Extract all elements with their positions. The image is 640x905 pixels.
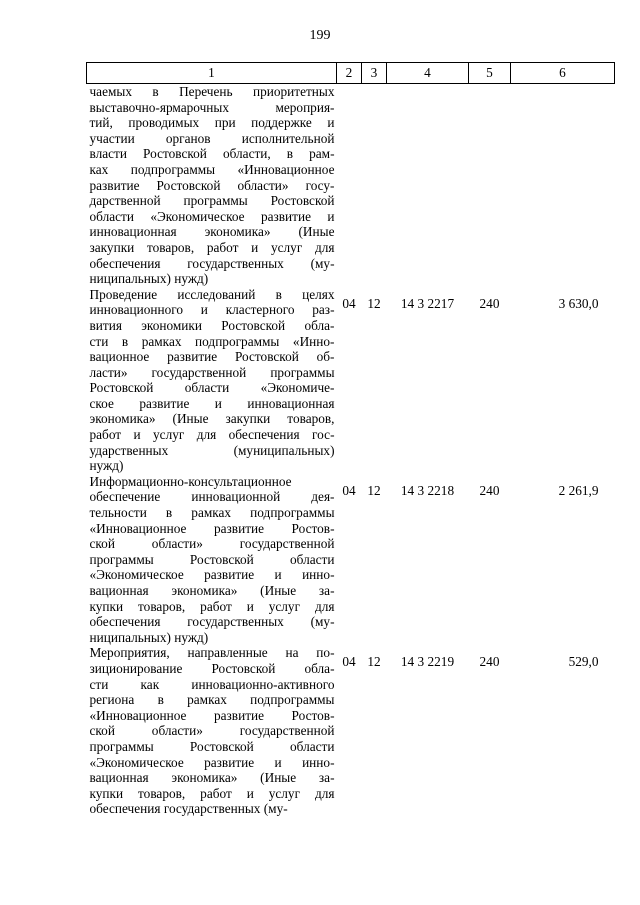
description-line: программы Ростовской области xyxy=(89,738,335,754)
description-line: купки товаров, работ и услуг для xyxy=(89,598,335,614)
description-line: ласти» государственной программы xyxy=(89,364,335,380)
row-description xyxy=(87,287,337,474)
header-cell-4: 4 xyxy=(387,63,469,84)
description-line: Ростовской области «Экономиче- xyxy=(89,380,335,396)
row-amount: 3 630,0 xyxy=(558,295,599,311)
header-cell-1: 1 xyxy=(87,63,337,84)
header-cell-3: 3 xyxy=(362,63,387,84)
description-line: Проведение исследований в целях xyxy=(89,286,335,302)
description-line: инновационная экономика» (Иные xyxy=(89,224,335,240)
table-row xyxy=(87,474,615,646)
description-line: ниципальных) нужд) xyxy=(89,629,209,645)
description-line: «Экономическое развитие и инно- xyxy=(89,754,335,770)
description-line: чаемых в Перечень приоритетных xyxy=(89,84,335,99)
table-row xyxy=(87,287,615,474)
description-line: «Инновационное развитие Ростов- xyxy=(89,707,335,723)
description-line: тельности в рамках подпрограммы xyxy=(89,505,335,521)
description-line: участии органов исполнительной xyxy=(89,130,335,146)
description-line: «Экономическое развитие и инно- xyxy=(89,567,335,583)
table-row xyxy=(87,645,615,817)
description-line: ской области» государственной xyxy=(89,536,335,552)
description-line: работ и услуг для обеспечения гос- xyxy=(89,427,335,443)
row-subsection-code: 12 xyxy=(367,482,381,498)
description-line: сти как инновационно-активного xyxy=(89,676,335,692)
description-line: ниципальных) нужд) xyxy=(89,271,209,287)
row-description xyxy=(87,645,337,817)
description-line: экономика» (Иные закупки товаров, xyxy=(89,411,335,427)
header-cell-2: 2 xyxy=(337,63,362,84)
row-target-article xyxy=(387,84,469,287)
row-target-article: 14 3 2219 xyxy=(400,654,455,670)
description-line: области «Экономическое развитие и xyxy=(89,208,335,224)
description-line: инновационного и кластерного раз- xyxy=(89,302,335,318)
row-subsection-code: 12 xyxy=(367,654,381,670)
row-subsection-code: 12 xyxy=(367,295,381,311)
row-description xyxy=(87,474,337,646)
row-section-code: 04 xyxy=(342,295,356,311)
row-amount: 529,0 xyxy=(568,654,599,670)
header-cell-5: 5 xyxy=(469,63,511,84)
description-line: дарственной программы Ростовской xyxy=(89,193,335,209)
description-line: выставочно-ярмарочных мероприя- xyxy=(89,99,335,115)
row-section-code xyxy=(337,84,362,287)
description-line: региона в рамках подпрограммы xyxy=(89,692,335,708)
row-target-article: 14 3 2218 xyxy=(400,482,455,498)
row-section-code: 04 xyxy=(342,482,356,498)
page-number: 199 xyxy=(309,28,331,43)
description-line: ках подпрограммы «Инновационное xyxy=(89,161,335,177)
row-target-article: 14 3 2217 xyxy=(400,295,455,311)
description-line: Информационно-консультационное xyxy=(89,473,292,489)
row-expense-type: 240 xyxy=(479,482,500,498)
description-line: вития экономики Ростовской обла- xyxy=(89,317,335,333)
row-description xyxy=(87,84,337,287)
description-line: Мероприятия, направленные на по- xyxy=(89,645,335,661)
description-line: купки товаров, работ и услуг для xyxy=(89,785,335,801)
description-line: власти Ростовской области, в рам- xyxy=(89,146,335,162)
description-line: развитие Ростовской области» госу- xyxy=(89,177,335,193)
budget-table xyxy=(86,62,615,817)
row-expense-type: 240 xyxy=(479,295,500,311)
description-line: ударственных (муниципальных) xyxy=(89,442,335,458)
description-line: ской области» государственной xyxy=(89,723,335,739)
header-cell-6: 6 xyxy=(511,63,615,84)
description-line: зиционирование Ростовской обла- xyxy=(89,660,335,676)
description-line: обеспечение инновационной дея- xyxy=(89,489,335,505)
description-line: обеспечения государственных (му- xyxy=(89,801,288,817)
row-expense-type: 240 xyxy=(479,654,500,670)
row-expense-type xyxy=(469,84,511,287)
description-line: обеспечения государственных (му- xyxy=(89,255,335,271)
description-line: программы Ростовской области xyxy=(89,551,335,567)
row-section-code: 04 xyxy=(342,654,356,670)
description-line: вационная экономика» (Иные за- xyxy=(89,770,335,786)
description-line: ское развитие и инновационная xyxy=(89,395,335,411)
row-amount xyxy=(511,84,615,287)
description-line: «Инновационное развитие Ростов- xyxy=(89,520,335,536)
description-line: закупки товаров, работ и услуг для xyxy=(89,239,335,255)
description-line: вационное развитие Ростовской об- xyxy=(89,349,335,365)
description-line: вационная экономика» (Иные за- xyxy=(89,583,335,598)
description-line: тий, проводимых при поддержке и xyxy=(89,115,335,131)
row-subsection-code xyxy=(362,84,387,287)
description-line: нужд) xyxy=(89,458,124,474)
table-row xyxy=(87,84,615,287)
header-row xyxy=(87,63,615,84)
description-line: обеспечения государственных (му- xyxy=(89,614,335,630)
description-line: сти в рамках подпрограммы «Инно- xyxy=(89,333,335,349)
row-amount: 2 261,9 xyxy=(558,482,599,498)
